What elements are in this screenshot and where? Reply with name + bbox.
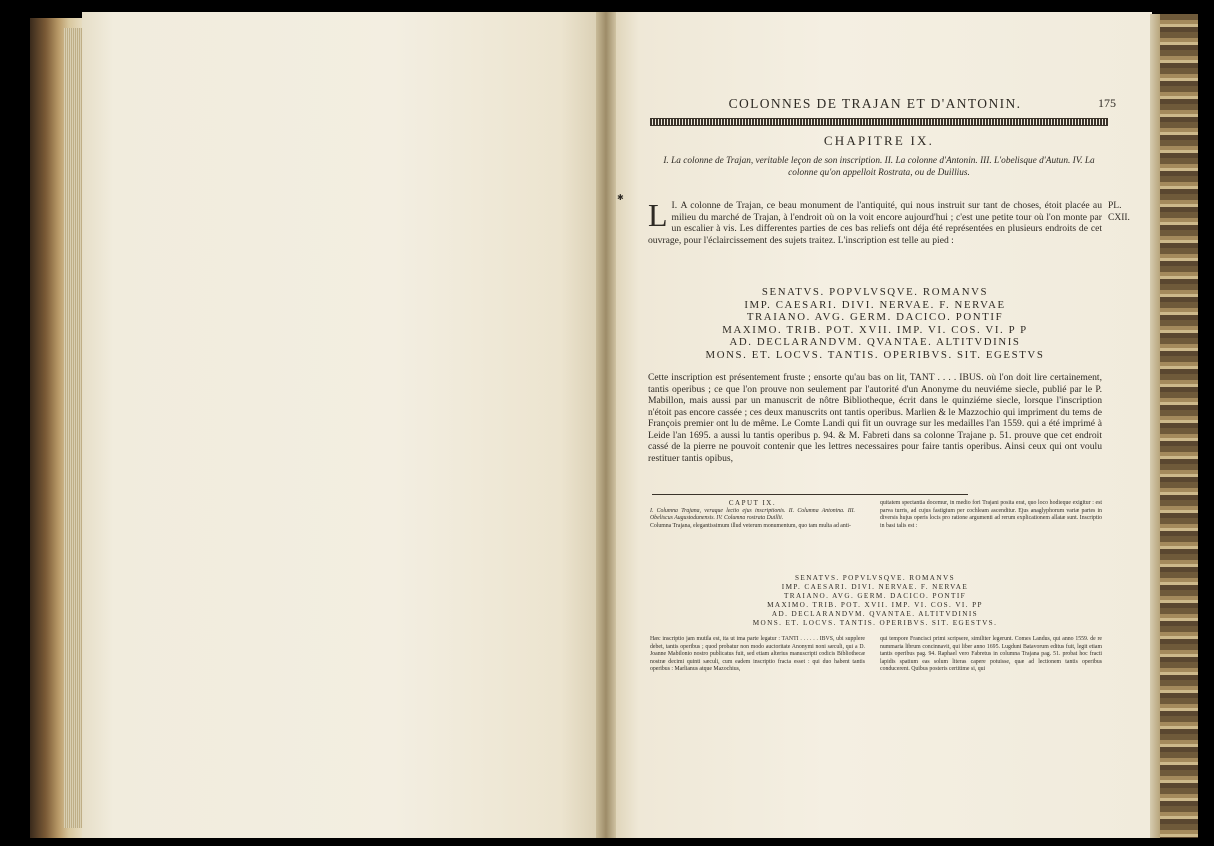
latin-text-left-top: Columna Trajana, elegantissimum illud veterum monumentum, quo tam multa ad anti- [650, 522, 851, 529]
latin-inscription-line: MAXIMO. TRIB. POT. XVII. IMP. VI. COS. VI. PP [767, 601, 983, 609]
chapter-summary: I. La colonne de Trajan, veritable leçon de son inscription. II. La colonne d'Antonin. III. L'obelisque d'Autun. IV. La colonne qu'on appelloit Rostrata, ou de Duillius. [663, 156, 1095, 178]
page-edges [64, 28, 82, 828]
inscription-line: MONS. ET. LOCVS. TANTIS. OPERIBVS. SIT. EGESTVS [705, 348, 1045, 361]
latin-summary: I. Columna Trajana, veraque lectio ejus inscriptionis. II. Columna Antonina. III. Obeliscus Augustodunensis. IV. Columna rostrata Duillii. [650, 507, 855, 522]
inscription-line: SENATVS. POPVLVSQVE. ROMANVS [761, 286, 989, 298]
drop-cap: L [648, 197, 668, 233]
inscription-line: IMP. CAESARI. DIVI. NERVAE. F. NERVAE [744, 298, 1006, 311]
latin-inscription-line: TRAIANO. AVG. GERM. DACICO. PONTIF [783, 592, 967, 600]
running-title: COLONNES DE TRAJAN ET D'ANTONIN. [728, 96, 1022, 111]
ornament-band [650, 118, 1108, 126]
plate-reference: PL. CXII. [1108, 201, 1130, 223]
latin-caput: CAPUT IX. [728, 499, 777, 507]
inscription-line: AD. DECLARANDVM. QVANTAE. ALTITVDINIS [729, 336, 1021, 348]
left-page-blank [82, 12, 602, 838]
inscription-block [648, 286, 1102, 361]
chapter-title: CHAPITRE IX. [823, 133, 935, 148]
paragraph-number: I. [671, 200, 678, 211]
latin-inscription-line: SENATVS. POPVLVSQVE. ROMANVS [795, 574, 955, 582]
latin-column-left-bottom: Hæc inscriptio jam mutila est, ita ut ima parte legatur : TANTI . . . . . . IBVS, ubi supplere debet, tantis operibus ; quod probatur non modo auctoritate Anonymi noni sæculi, qui a D. Joanne Mabilonio nostro publicatus fuit, sed etiam alterius manuscripti codicis Bibliothecæ nostræ decimi quinti sæculi, cum eadem inscriptio fracta esset : qui duo habent tantis operibus : Marlianus atque Mazochius, [650, 636, 865, 673]
latin-inscription-block [648, 574, 1102, 628]
book-edge-right [1150, 14, 1198, 838]
inscription-line: TRAIANO. AVG. GERM. DACICO. PONTIF [746, 311, 1004, 323]
latin-inscription-line: MONS. ET. LOCVS. TANTIS. OPERIBVS. SIT. EGESTVS. [752, 619, 998, 627]
latin-column-right-top: quitatem spectantia docemur, in medio fori Trajani posita erat, quo loco hodieque exigitur : est parva turris, ad cujus fastigium per cochleam ascenditur. Ejus anaglyphorum variæ partes in diversis hujus operis locis pro ratione argumenti ad rerum explicationem allatæ sunt. Inscriptio in basi talis est : [880, 500, 1102, 529]
page-number: 175 [1098, 96, 1116, 110]
latin-column-right-bottom: qui tempore Francisci primi scripsere, similiter legerunt. Comes Landus, qui anno 1559. de re nummaria librum concinnavit, qui liber anno 1695. Lugduni Batavorum editus fuit, legit etiam tantis operibus pag. 94. Raphael vero Fabretus in columna Trajana pag. 51. probat hoc fracti lapidis spatium eas solum literas capere potuisse, quæ ad lectionem tantis operibus conducerent. Quibus posteris certitime si, qui [880, 636, 1102, 673]
latin-inscription-line: AD. DECLARANDVM. QVANTAE. ALTITVDINIS [771, 610, 979, 618]
paragraph-one [648, 197, 1102, 246]
running-header [648, 96, 1116, 112]
footnote-rule [652, 494, 968, 495]
asterisk-mark: ✱ [617, 193, 624, 202]
inscription-line: MAXIMO. TRIB. POT. XVII. IMP. VI. COS. VI. P P [722, 323, 1028, 336]
latin-column-left-top [650, 500, 855, 530]
paragraph-one-text: A colonne de Trajan, ce beau monument de l'antiquité, qui nous instruit sur tant de choses, étoit placée au milieu du marché de Trajan, à l'endroit où on la voit encore aujourd'hui ; c'est une petite tour où l'on monte par un escalier à vis. Les differentes parties de ces bas reliefs ont déja été représentées en plusieurs endroits de cet ouvrage, pour l'éclaircissement des sujets traitez. L'inscription est telle au pied : [648, 200, 1102, 246]
paragraph-two: Cette inscription est présentement fruste ; ensorte qu'au bas on lit, TANT . . . . IBUS. où l'on doit lire certainement, tantis operibus ; ce que l'on prouve non seulement par l'autorité d'un Anonyme du neuviéme siecle, publié par le P. Mabillon, mais aussi par un manuscrit de nôtre Bibliotheque, écrit dans le quinziéme siecle, lorsque l'inscription n'étoit pas encore cassée ; ces deux manuscrits ont tantis operibus. Marlien & le Mazzochio qui impriment du tems de François premier ont lu de même. Le Comte Landi qui fit un ouvrage sur les medailles l'an 1559. qui a été imprimé à Leide l'an 1695. a aussi lu tantis operibus p. 94. & M. Fabreti dans sa colonne Trajane p. 51. prouve que cet endroit cassé de la pierre ne pouvoit contenir que les lettres necessaires pour faire tantis operibus. Ainsi ceux qui ont voulu restituer tantis opibus, [648, 372, 1102, 464]
latin-inscription-line: IMP. CAESARI. DIVI. NERVAE. F. NERVAE [781, 583, 969, 591]
book-gutter [596, 12, 616, 838]
